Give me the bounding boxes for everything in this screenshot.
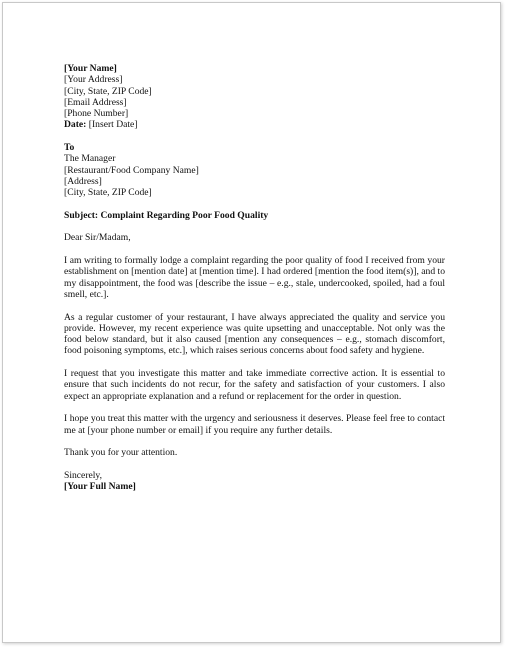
paragraph-2: As a regular customer of your restaurant, I have always appreciated the quality and service you provide. However, my recent experience was quite upsetting and unacceptable. Not only was the food below standard, but it also caused [mention any consequences – e.g., stomach discomfort, food poisoning symptoms, etc.], which raises serious concerns about food safety and hygiene. [64, 311, 445, 357]
paragraph-5: Thank you for your attention. [64, 447, 178, 459]
recipient-address: [Address] [64, 175, 102, 187]
sender-name: [Your Name] [64, 63, 117, 74]
recipient-title: The Manager [64, 153, 116, 165]
salutation: Dear Sir/Madam, [64, 232, 131, 244]
document-page [2, 2, 501, 643]
sender-phone: [Phone Number] [64, 108, 129, 120]
to-label: To [64, 142, 75, 154]
sender-email: [Email Address] [64, 96, 127, 108]
recipient-block [64, 142, 445, 198]
recipient-city-state-zip: [City, State, ZIP Code] [64, 187, 152, 199]
letter-body [64, 63, 445, 492]
paragraph-4: I hope you treat this matter with the urgency and seriousness it deserves. Please feel free to contact me at [your phone number or email] if you require any further details. [64, 413, 445, 436]
signature: [Your Full Name] [64, 480, 136, 492]
sender-address: [Your Address] [64, 74, 123, 86]
subject-line: Subject: Complaint Regarding Poor Food Quality [64, 209, 269, 221]
sender-city-state-zip: [City, State, ZIP Code] [64, 85, 152, 97]
date-line [64, 119, 445, 130]
recipient-company: [Restaurant/Food Company Name] [64, 164, 199, 176]
date-label: Date: [64, 119, 87, 131]
date-value: [Insert Date] [86, 119, 138, 131]
closing: Sincerely, [64, 469, 103, 481]
paragraph-1: I am writing to formally lodge a complaint regarding the poor quality of food I received from your establishment on [mention date] at [mention time]. I had ordered [mention the food item(s)], and to my disappointment, the food was [describe the issue – e.g., stale, undercooked, spoiled, had a foul smell, etc.]. [64, 255, 445, 300]
sender-block [64, 63, 445, 131]
paragraph-3: I request that you investigate this matter and take immediate corrective action. It is essential to ensure that such incidents do not recur, for the safety and satisfaction of your customers. I also expect an appropriate explanation and a refund or replacement for the order in question. [64, 368, 445, 402]
